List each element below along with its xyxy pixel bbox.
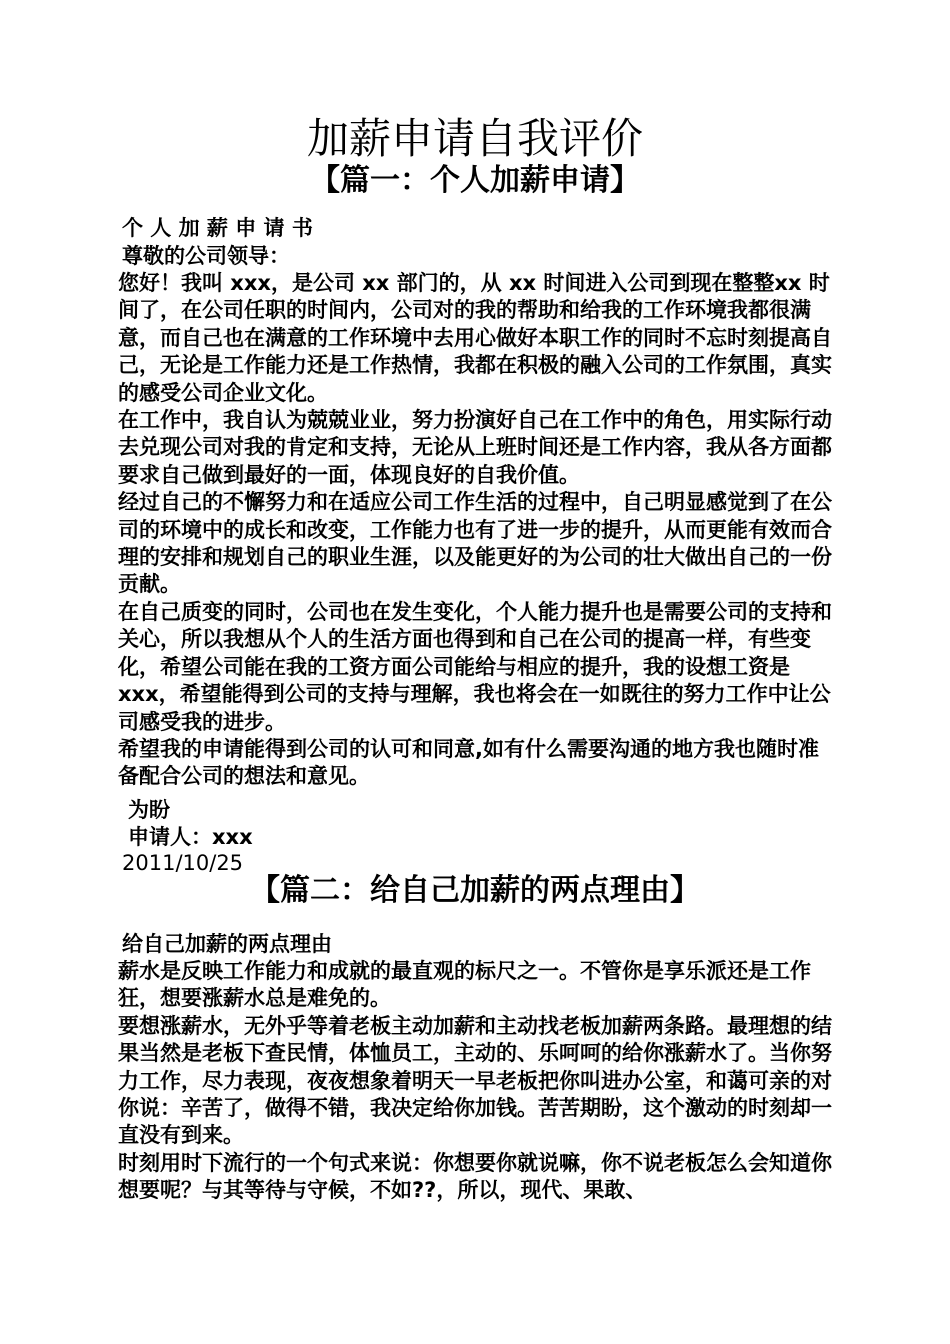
part1-paragraph: 您好！我叫 xxx，是公司 xx 部门的，从 xx 时间进入公司到现在整整xx 时间了，在公司任职的时间内，公司对的我的帮助和给我的工作环境我都很满意，而自己也在满意的工作环境中去用心做好本职工作的同时不忘时刻提高自己，无论是工作能力还是工作热情，我都在积极的融入公司的工作氛围，真实的感受公司企业文化。 — [118, 271, 832, 405]
part1-paragraph: 希望我的申请能得到公司的认可和同意,如有什么需要沟通的地方我也随时准备配合公司的想法和意见。 — [118, 736, 819, 789]
part2-doc-title: 给自己加薪的两点理由 — [122, 932, 332, 956]
part2-body — [118, 958, 838, 1205]
part1-paragraph: 在工作中，我自认为兢兢业业，努力扮演好自己在工作中的角色，用实际行动去兑现公司对我的肯定和支持，无论从上班时间还是工作内容，我从各方面都要求自己做到最好的一面，体现良好的自我价值。 — [118, 408, 832, 487]
part2-paragraph: 时刻用时下流行的一个句式来说：你想要你就说嘛，你不说老板怎么会知道你想要呢？与其等待与守候，不如??，所以，现代、果敢、 — [118, 1150, 832, 1203]
part1-doc-title: 个 人 加 薪 申 请 书 — [122, 216, 313, 240]
section-heading-part2: 【篇二：给自己加薪的两点理由】 — [250, 873, 700, 908]
part1-paragraph: 经过自己的不懈努力和在适应公司工作生活的过程中，自己明显感觉到了在公司的环境中的成长和改变，工作能力也有了进一步的提升，从而更能有效而合理的安排和规划自己的职业生涯，以及能更好的为公司的壮大做出自己的一份贡献。 — [118, 490, 832, 597]
section-heading-part1: 【篇一：个人加薪申请】 — [310, 163, 640, 198]
part1-date: 2011/10/25 — [122, 851, 244, 875]
part2-paragraph: 要想涨薪水，无外乎等着老板主动加薪和主动找老板加薪两条路。最理想的结果当然是老板下查民情，体恤员工，主动的、乐呵呵的给你涨薪水了。当你努力工作，尽力表现，夜夜想象着明天一早老板把你叫进办公室，和蔼可亲的对你说：辛苦了，做得不错，我决定给你加钱。苦苦期盼，这个激动的时刻却一直没有到来。 — [118, 1013, 832, 1148]
part1-applicant: 申请人：xxx — [128, 825, 253, 849]
part1-salutation: 尊敬的公司领导： — [122, 244, 290, 268]
part1-body — [118, 270, 838, 791]
part1-closing: 为盼 — [128, 798, 170, 822]
document-title: 加薪申请自我评价 — [306, 114, 643, 163]
part1-paragraph: 在自己质变的同时，公司也在发生变化，个人能力提升也是需要公司的支持和关心，所以我想从个人的生活方面也得到和自己在公司的提高一样，有些变化，希望公司能在我的工资方面公司能给与相应的提升，我的设想工资是 xxx，希望能得到公司的支持与理解，我也将会在一如既往的努力工作中让公司感受我的进步。 — [118, 599, 832, 734]
part2-paragraph: 薪水是反映工作能力和成就的最直观的标尺之一。不管你是享乐派还是工作狂，想要涨薪水总是难免的。 — [118, 959, 811, 1011]
